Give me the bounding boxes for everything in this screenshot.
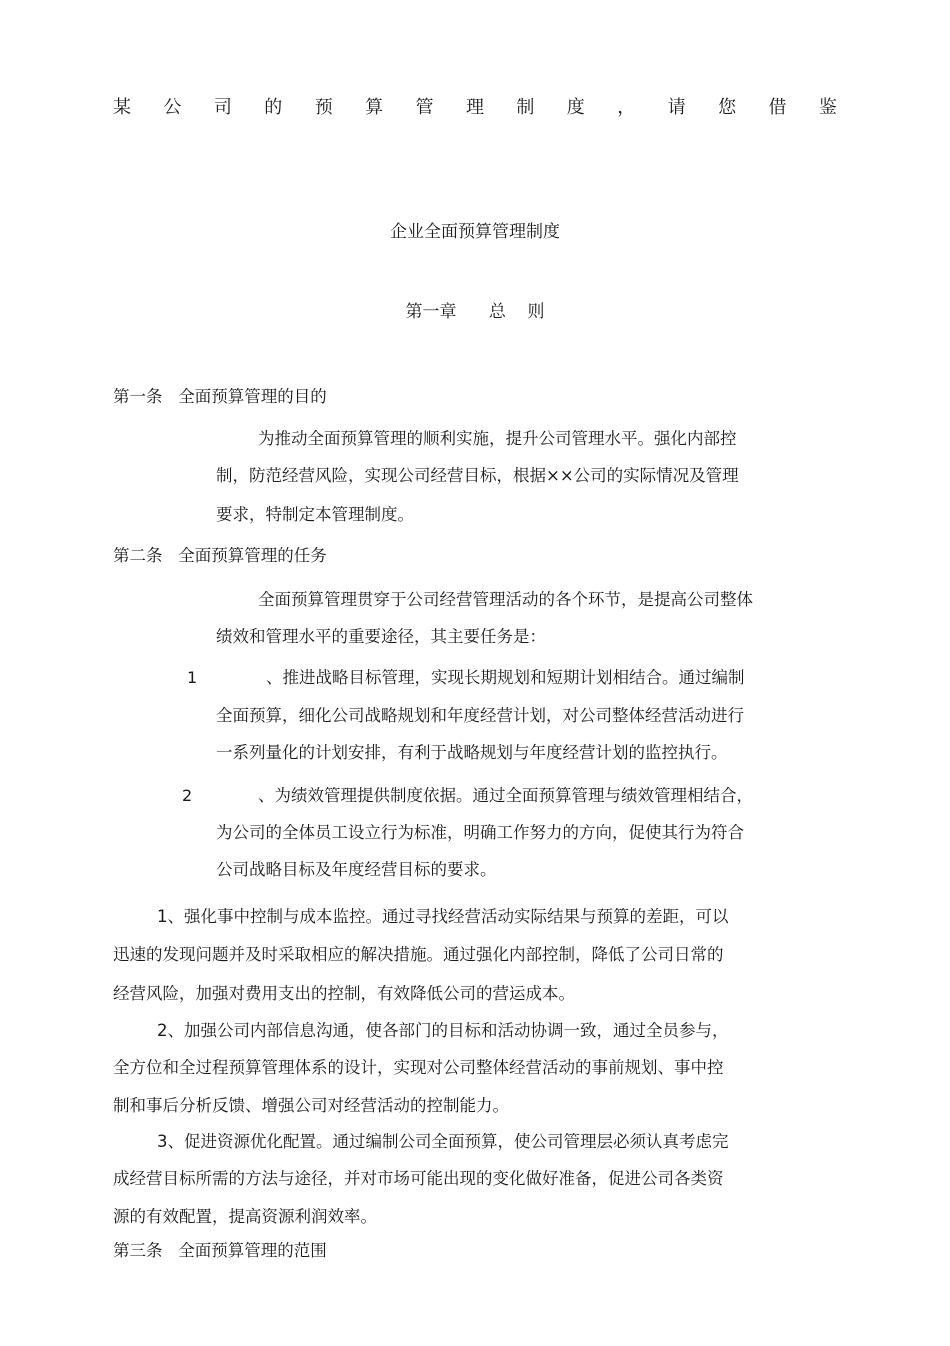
header-char: 司: [213, 97, 232, 118]
header-char: 借: [768, 97, 787, 118]
article-2-heading: 第二条 全面预算管理的任务: [113, 546, 327, 565]
paragraph-3-line: 3、促进资源优化配置。通过编制公司全面预算，使公司管理层必须认真考虑完: [157, 1132, 729, 1151]
item-2-line: 、为绩效管理提供制度依据。通过全面预算管理与绩效管理相结合，: [258, 786, 753, 805]
header-char: 鉴: [818, 97, 837, 118]
item-2-line: 为公司的全体员工设立行为标准，明确工作努力的方向，促使其行为符合: [216, 823, 744, 842]
item-1-line: 一系列量化的计划安排，有利于战略规划与年度经营计划的监控执行。: [216, 743, 728, 762]
article-1-line: 为推动全面预算管理的顺利实施，提升公司管理水平。强化内部控: [258, 429, 737, 448]
item-1-line: 、推进战略目标管理，实现长期规划和短期计划相结合。通过编制: [266, 668, 745, 687]
paragraph-3-line: 源的有效配置，提高资源利润效率。: [113, 1207, 377, 1226]
header-char: 您: [718, 97, 737, 118]
article-1-heading: 第一条 全面预算管理的目的: [113, 387, 327, 406]
chapter-title: 第一章 总 则: [405, 302, 545, 322]
item-2-line: 公司战略目标及年度经营目标的要求。: [216, 860, 497, 879]
article-1-line: 要求，特制定本管理制度。: [216, 505, 414, 524]
header-char: 管: [415, 97, 434, 118]
document-header: [113, 96, 837, 120]
document-title: 企业全面预算管理制度: [390, 222, 560, 242]
item-2-number: 2: [182, 786, 193, 805]
article-3-heading: 第三条 全面预算管理的范围: [113, 1241, 327, 1260]
header-char: 理: [465, 97, 484, 118]
paragraph-2-line: 制和事后分析反馈、增强公司对经营活动的控制能力。: [113, 1096, 509, 1115]
paragraph-1-line: 经营风险，加强对费用支出的控制，有效降低公司的营运成本。: [113, 984, 575, 1003]
header-char: 某: [113, 97, 131, 118]
header-char: 预: [314, 97, 333, 118]
paragraph-1-line: 迅速的发现问题并及时采取相应的解决措施。通过强化内部控制，降低了公司日常的: [113, 945, 724, 964]
header-char: ，: [617, 97, 636, 118]
paragraph-2-line: 2、加强公司内部信息沟通，使各部门的目标和活动协调一致，通过全员参与，: [157, 1021, 729, 1040]
header-char: 制: [516, 97, 535, 118]
paragraph-3-line: 成经营目标所需的方法与途径，并对市场可能出现的变化做好准备，促进公司各类资: [113, 1169, 724, 1188]
item-1-line: 全面预算，细化公司战略规划和年度经营计划，对公司整体经营活动进行: [216, 706, 744, 725]
header-char: 度: [566, 97, 585, 118]
article-1-line: 制，防范经营风险，实现公司经营目标，根据××公司的实际情况及管理: [216, 466, 739, 485]
item-1-number: 1: [187, 668, 198, 687]
paragraph-2-line: 全方位和全过程预算管理体系的设计，实现对公司整体经营活动的事前规划、事中控: [113, 1058, 724, 1077]
header-char: 的: [264, 97, 283, 118]
article-2-intro-line: 全面预算管理贯穿于公司经营管理活动的各个环节，是提高公司整体: [258, 590, 753, 609]
header-char: 公: [163, 97, 182, 118]
paragraph-1-line: 1、强化事中控制与成本监控。通过寻找经营活动实际结果与预算的差距，可以: [157, 907, 729, 926]
header-char: 请: [667, 97, 686, 118]
header-char: 算: [365, 97, 384, 118]
article-2-intro-line: 绩效和管理水平的重要途径，其主要任务是：: [216, 627, 546, 646]
